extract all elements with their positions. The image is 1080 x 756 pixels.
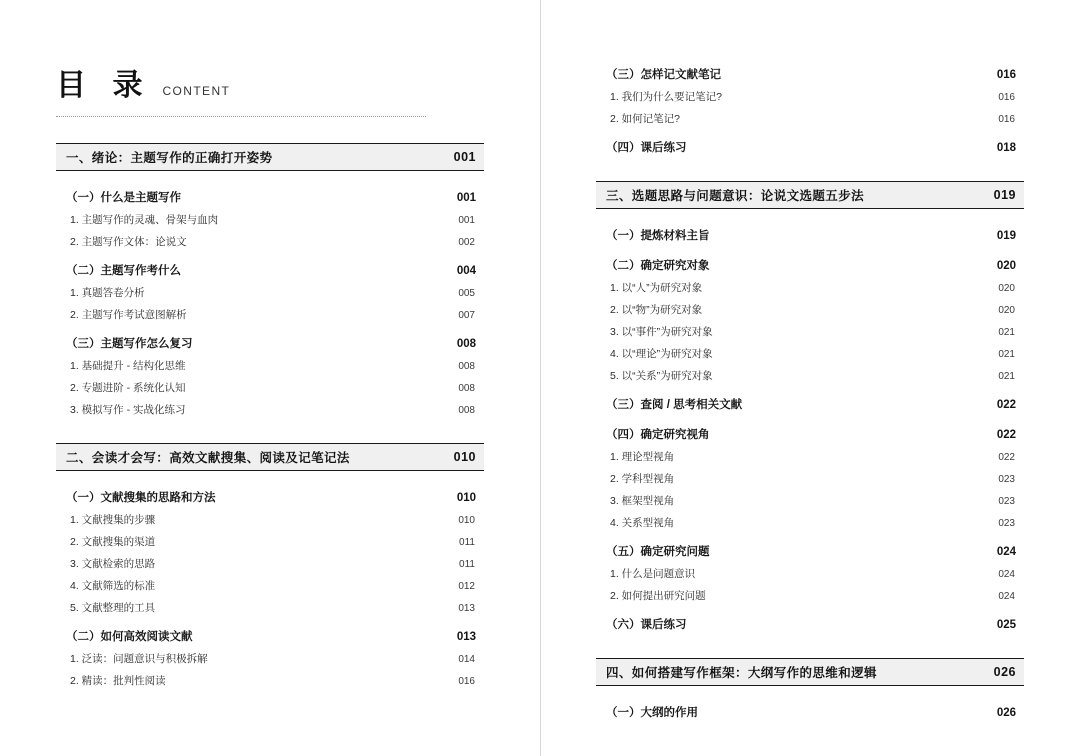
toc-entry-page: 005 (458, 288, 475, 299)
toc-entry-page: 024 (998, 591, 1015, 602)
toc-entry-label: 2. 如何记笔记? (610, 113, 681, 125)
toc-entry-label: （一）大纲的作用 (606, 707, 698, 719)
toc-section-row[interactable] (56, 489, 484, 505)
toc-entry-label: 5. 文献整理的工具 (70, 602, 156, 614)
toc-sub-row[interactable] (596, 302, 1024, 317)
toc-entry-page: 022 (996, 399, 1016, 411)
toc-entry-page: 008 (458, 405, 475, 416)
toc-entry-label: 1. 文献搜集的步骤 (70, 514, 156, 526)
toc-entry-page: 012 (458, 581, 475, 592)
toc-entry-label: 1. 主题写作的灵魂、骨架与血肉 (70, 214, 219, 226)
toc-sub-row[interactable] (596, 566, 1024, 581)
toc-entry-label: （一）什么是主题写作 (66, 192, 181, 204)
toc-sub-row[interactable] (596, 280, 1024, 295)
toc-sub-row[interactable] (596, 89, 1024, 104)
toc-entry-page: 004 (456, 265, 476, 277)
toc-entry-page: 013 (458, 603, 475, 614)
toc-sub-row[interactable] (56, 600, 484, 615)
toc-section-row[interactable] (596, 227, 1024, 243)
toc-entry-page: 019 (996, 230, 1016, 242)
left-entry-list (56, 143, 484, 688)
toc-entry-page: 002 (458, 237, 475, 248)
toc-entry-label: （二）如何高效阅读文献 (66, 631, 193, 643)
toc-entry-label: （二）主题写作考什么 (66, 265, 181, 277)
toc-entry-page: 026 (996, 707, 1016, 719)
toc-entry-page: 010 (456, 492, 476, 504)
toc-entry-label: 3. 文献检索的思路 (70, 558, 156, 570)
toc-entry-label: （三）主题写作怎么复习 (66, 338, 193, 350)
toc-entry-label: （四）确定研究视角 (606, 429, 710, 441)
toc-entry-page: 023 (998, 474, 1015, 485)
toc-entry-label: 四、如何搭建写作框架：大纲写作的思维和逻辑 (606, 666, 877, 680)
toc-entry-page: 018 (996, 142, 1016, 154)
toc-section-row[interactable] (56, 628, 484, 644)
toc-entry-label: 3. 模拟写作 - 实战化练习 (70, 404, 186, 416)
toc-sub-row[interactable] (56, 307, 484, 322)
toc-section-row[interactable] (596, 396, 1024, 412)
toc-entry-label: 2. 学科型视角 (610, 473, 675, 485)
toc-entry-label: 1. 真题答卷分析 (70, 287, 145, 299)
toc-entry-page: 008 (456, 338, 476, 350)
toc-entry-label: 三、选题思路与问题意识：论说文选题五步法 (606, 189, 865, 203)
toc-entry-label: 二、会读才会写：高效文献搜集、阅读及记笔记法 (66, 451, 350, 465)
toc-entry-page: 001 (458, 215, 475, 226)
toc-sub-row[interactable] (596, 493, 1024, 508)
toc-entry-page: 008 (458, 361, 475, 372)
toc-entry-page: 016 (998, 92, 1015, 103)
page-title-en: CONTENT (162, 84, 231, 98)
toc-sub-row[interactable] (56, 402, 484, 417)
toc-sub-row[interactable] (56, 212, 484, 227)
toc-entry-page: 010 (458, 515, 475, 526)
toc-entry-label: 2. 专题进阶 - 系统化认知 (70, 382, 186, 394)
toc-entry-label: 2. 以“物”为研究对象 (610, 304, 703, 316)
toc-entry-label: （六）课后练习 (606, 619, 687, 631)
toc-entry-page: 022 (998, 452, 1015, 463)
toc-entry-label: 2. 文献搜集的渠道 (70, 536, 156, 548)
toc-entry-page: 011 (459, 559, 475, 570)
toc-entry-page: 020 (996, 260, 1016, 272)
toc-entry-page: 024 (998, 569, 1015, 580)
toc-section-row[interactable] (596, 257, 1024, 273)
toc-entry-label: （五）确定研究问题 (606, 546, 710, 558)
toc-section-row[interactable] (596, 139, 1024, 155)
toc-entry-label: 4. 关系型视角 (610, 517, 675, 529)
toc-entry-label: （二）确定研究对象 (606, 260, 710, 272)
toc-entry-page: 022 (996, 429, 1016, 441)
toc-section-row[interactable] (596, 426, 1024, 442)
toc-sub-row[interactable] (56, 380, 484, 395)
toc-entry-label: 5. 以“关系”为研究对象 (610, 370, 713, 382)
toc-entry-label: 2. 主题写作考试意图解析 (70, 309, 187, 321)
toc-sub-row[interactable] (596, 449, 1024, 464)
toc-sub-row[interactable] (56, 534, 484, 549)
toc-entry-page: 023 (998, 518, 1015, 529)
toc-entry-page: 021 (998, 349, 1015, 360)
toc-section-row[interactable] (596, 543, 1024, 559)
toc-entry-page: 021 (998, 371, 1015, 382)
toc-entry-page: 008 (458, 383, 475, 394)
toc-entry-page: 016 (998, 114, 1015, 125)
toc-entry-page: 026 (993, 665, 1016, 679)
toc-entry-label: （一）提炼材料主旨 (606, 230, 710, 242)
toc-section-row[interactable] (596, 616, 1024, 632)
toc-sub-row[interactable] (56, 673, 484, 688)
toc-entry-page: 016 (458, 676, 475, 687)
toc-sub-row[interactable] (56, 358, 484, 373)
toc-header (56, 60, 484, 104)
toc-sub-row[interactable] (596, 515, 1024, 530)
toc-entry-label: 1. 什么是问题意识 (610, 568, 696, 580)
right-entry-list (596, 66, 1024, 720)
toc-entry-label: 2. 精读：批判性阅读 (70, 675, 166, 687)
toc-entry-page: 020 (998, 283, 1015, 294)
toc-entry-page: 001 (456, 192, 476, 204)
toc-entry-page: 025 (996, 619, 1016, 631)
toc-sub-row[interactable] (56, 285, 484, 300)
toc-entry-label: 1. 泛读：问题意识与积极拆解 (70, 653, 208, 665)
toc-chapter-row[interactable] (596, 181, 1024, 209)
toc-entry-page: 023 (998, 496, 1015, 507)
toc-entry-page: 007 (458, 310, 475, 321)
toc-entry-label: 一、绪论：主题写作的正确打开姿势 (66, 151, 273, 165)
toc-entry-label: 2. 主题写作文体：论说文 (70, 236, 187, 248)
toc-entry-label: 4. 以“理论”为研究对象 (610, 348, 713, 360)
toc-entry-label: （三）查阅 / 思考相关文献 (606, 399, 743, 411)
toc-entry-page: 016 (996, 69, 1016, 81)
toc-entry-page: 001 (453, 150, 476, 164)
toc-section-row[interactable] (596, 66, 1024, 82)
title-divider (56, 116, 426, 117)
toc-sub-row[interactable] (56, 651, 484, 666)
toc-sub-row[interactable] (596, 471, 1024, 486)
toc-sub-row[interactable] (596, 368, 1024, 383)
toc-sub-row[interactable] (596, 588, 1024, 603)
toc-chapter-row[interactable] (56, 443, 484, 471)
toc-entry-page: 021 (998, 327, 1015, 338)
toc-sub-row[interactable] (596, 324, 1024, 339)
toc-chapter-row[interactable] (596, 658, 1024, 686)
toc-entry-label: 4. 文献筛选的标准 (70, 580, 156, 592)
toc-entry-page: 019 (993, 188, 1016, 202)
toc-section-row[interactable] (56, 335, 484, 351)
toc-entry-label: （四）课后练习 (606, 142, 687, 154)
toc-section-row[interactable] (56, 189, 484, 205)
toc-entry-label: （一）文献搜集的思路和方法 (66, 492, 216, 504)
toc-entry-page: 010 (453, 450, 476, 464)
right-column (540, 0, 1080, 756)
toc-entry-page: 020 (998, 305, 1015, 316)
toc-entry-label: （三）怎样记文献笔记 (606, 69, 721, 81)
toc-entry-label: 1. 我们为什么要记笔记? (610, 91, 723, 103)
toc-entry-label: 2. 如何提出研究问题 (610, 590, 706, 602)
toc-entry-label: 1. 基础提升 - 结构化思维 (70, 360, 186, 372)
toc-sub-row[interactable] (596, 111, 1024, 126)
page-title: 目 录 (56, 68, 151, 103)
toc-entry-label: 3. 以“事件”为研究对象 (610, 326, 713, 338)
toc-entry-page: 013 (456, 631, 476, 643)
toc-chapter-row[interactable] (56, 143, 484, 171)
toc-sub-row[interactable] (596, 346, 1024, 361)
toc-entry-page: 011 (459, 537, 475, 548)
toc-entry-page: 024 (996, 546, 1016, 558)
toc-sub-row[interactable] (56, 578, 484, 593)
toc-entry-label: 1. 以“人”为研究对象 (610, 282, 703, 294)
toc-section-row[interactable] (56, 262, 484, 278)
toc-sub-row[interactable] (56, 556, 484, 571)
toc-section-row[interactable] (596, 704, 1024, 720)
toc-entry-label: 1. 理论型视角 (610, 451, 675, 463)
toc-sub-row[interactable] (56, 234, 484, 249)
toc-sub-row[interactable] (56, 512, 484, 527)
toc-entry-label: 3. 框架型视角 (610, 495, 675, 507)
toc-entry-page: 014 (458, 654, 475, 665)
